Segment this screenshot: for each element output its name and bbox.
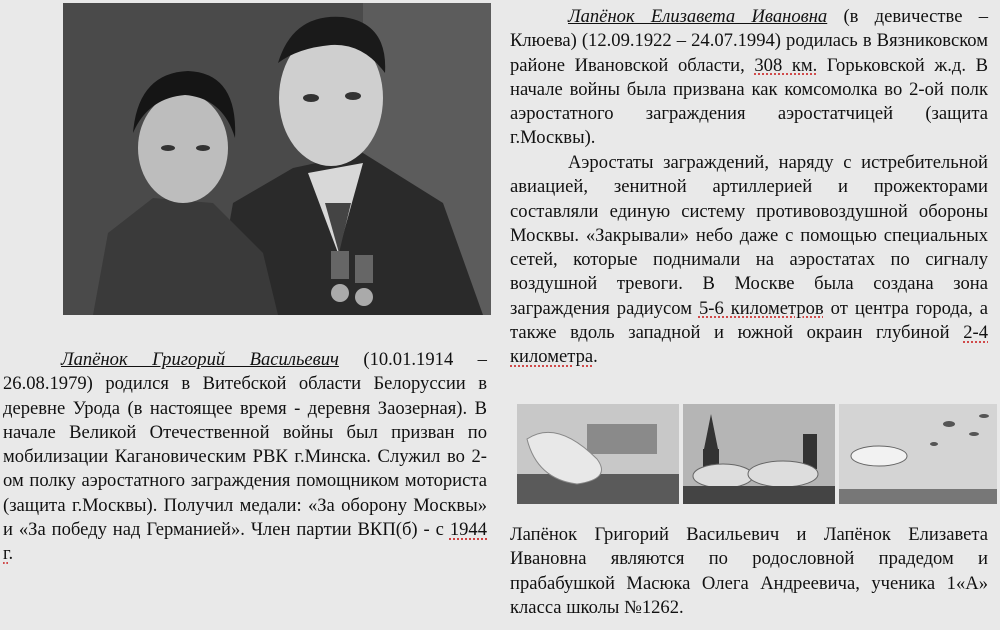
balloons-paragraph — [510, 151, 988, 370]
balloon-photo-3 — [839, 404, 997, 504]
balloons-text-2: от центра города, а также вдоль западной и южной окраин глубиной — [510, 297, 988, 344]
balloons-text-3: . — [593, 346, 598, 368]
balloon-photo-1 — [517, 404, 679, 504]
grigoriy-name: Лапёнок Григорий Васильевич — [61, 349, 339, 370]
balloons-radius: 5-6 километров — [698, 297, 824, 319]
balloon-photo-2 — [683, 404, 835, 504]
elizaveta-bio-text-2: Горьковской ж.д. В начале войны была призвана как комсомолка во 2-ой полк аэростатного заграждения аэростатчицей (защита г.Москвы). — [510, 54, 988, 149]
elizaveta-bio-text-1: (в девичестве – Клюева) (12.09.1922 – 24.07.1994) родилась в Вязниковском районе Ивановской области, — [510, 6, 988, 76]
grigoriy-bio-paragraph — [3, 348, 487, 567]
balloons-text-1: Аэростаты заграждений, наряду с истребительной авиацией, зенитной артиллерией и прожекторами составляли единую систему противовоздушной обороны Москвы. «Закрывали» небо даже с помощью специальных сетей, которые поднимали на аэростатах по сигналу воздушной тревоги. В Москве была создана зона заграждения радиусом — [510, 152, 988, 319]
elizaveta-bio-underlined: 308 км. — [754, 54, 818, 76]
portrait-photo — [63, 3, 491, 315]
grigoriy-bio-text-1: (10.01.1914 – 26.08.1979) родился в Витебской области Белоруссии в деревне Урода (в настоящее время - деревня Заозерная). В начале Великой Отечественной войны был призван по мобилизации Кагановическим РВК г.Минска. Служил во 2-ом полку аэростатного заграждения помощником моториста (защита г.Москвы). Получил медали: «За оборону Москвы» и «За победу над Германией». Член партии ВКП(б) - с — [3, 349, 487, 541]
relation-text: Лапёнок Григорий Васильевич и Лапёнок Елизавета Ивановна являются по родословной прадедом и прабабушкой Масюка Олега Андреевича, ученика 1«А» класса школы №1262. — [510, 524, 988, 618]
grigoriy-bio-text-2: . — [8, 543, 14, 565]
balloons-depth: 2-4 километра — [510, 322, 988, 368]
elizaveta-bio-paragraph — [510, 5, 988, 151]
elizaveta-name: Лапёнок Елизавета Ивановна — [568, 6, 828, 27]
relation-paragraph — [510, 523, 988, 620]
grigoriy-bio-underlined: 1944 г — [3, 519, 487, 565]
